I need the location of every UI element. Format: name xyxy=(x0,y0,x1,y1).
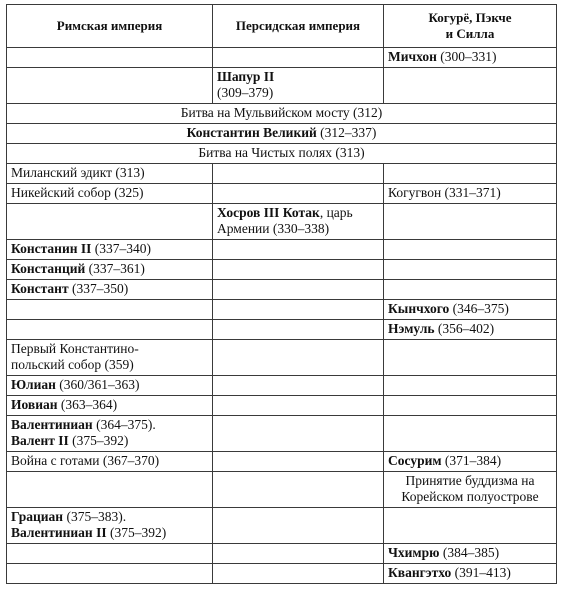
cell-text: (371–384) xyxy=(441,453,502,468)
roman-cell xyxy=(7,300,213,320)
ruler-name: Хосров III Котак xyxy=(217,205,320,220)
ruler-name: Сосурим xyxy=(388,453,442,468)
roman-cell xyxy=(7,340,213,376)
header-roman-empire xyxy=(7,5,213,48)
ruler-name: Константин Великий xyxy=(186,125,317,140)
cell-text: (337–361) xyxy=(85,261,145,276)
cell-text: Первый Константино- xyxy=(11,341,139,356)
cell-text: Персидская империя xyxy=(235,18,361,33)
table-body xyxy=(7,48,557,584)
header-korean-kingdoms xyxy=(384,5,557,48)
persian-cell xyxy=(213,396,384,416)
table-row xyxy=(7,508,557,544)
cell-text: Когурё, Пэкче xyxy=(428,10,512,25)
persian-cell xyxy=(213,300,384,320)
ruler-name: Юлиан xyxy=(11,377,56,392)
persian-cell xyxy=(213,164,384,184)
ruler-name: Мичхон xyxy=(388,49,437,64)
persian-cell xyxy=(213,68,384,104)
roman-cell xyxy=(7,184,213,204)
korean-cell xyxy=(384,320,557,340)
table-row xyxy=(7,260,557,280)
persian-cell xyxy=(213,320,384,340)
cell-text: Римская империя xyxy=(56,18,163,33)
table-row xyxy=(7,300,557,320)
cell-text: Битва на Мульвийском мосту (312) xyxy=(180,105,383,120)
ruler-name: Констанин II xyxy=(11,241,92,256)
persian-cell xyxy=(213,260,384,280)
cell-text: Армении (330–338) xyxy=(217,221,330,236)
spanning-event-cell xyxy=(7,144,557,164)
persian-cell xyxy=(213,340,384,376)
cell-text: (312–337) xyxy=(316,125,377,140)
ruler-name: Валентиниан II xyxy=(11,525,107,540)
korean-cell xyxy=(384,48,557,68)
ruler-name: Валентиниан xyxy=(11,417,93,432)
korean-cell xyxy=(384,164,557,184)
table-row xyxy=(7,376,557,396)
persian-cell xyxy=(213,240,384,260)
korean-cell xyxy=(384,340,557,376)
table-row xyxy=(7,416,557,452)
cell-text: Битва на Чистых полях (313) xyxy=(198,145,365,160)
ruler-name: Квангэтхо xyxy=(388,565,452,580)
table-row xyxy=(7,48,557,68)
cell-text: Война с готами (367–370) xyxy=(11,453,160,468)
korean-cell xyxy=(384,260,557,280)
table-row xyxy=(7,164,557,184)
persian-cell xyxy=(213,564,384,584)
roman-cell xyxy=(7,68,213,104)
korean-cell xyxy=(384,396,557,416)
persian-cell xyxy=(213,508,384,544)
roman-cell xyxy=(7,564,213,584)
korean-cell xyxy=(384,280,557,300)
header-row xyxy=(7,5,557,48)
persian-cell xyxy=(213,416,384,452)
persian-cell xyxy=(213,472,384,508)
roman-cell xyxy=(7,544,213,564)
cell-text: Когугвон (331–371) xyxy=(388,185,501,200)
roman-cell xyxy=(7,320,213,340)
cell-text: (384–385) xyxy=(439,545,500,560)
cell-text: (375–392) xyxy=(106,525,167,540)
ruler-name: Нэмуль xyxy=(388,321,435,336)
cell-text: Никейский собор (325) xyxy=(11,185,144,200)
spanning-event-cell xyxy=(7,104,557,124)
cell-text: польский собор (359) xyxy=(11,357,134,372)
roman-cell xyxy=(7,452,213,472)
korean-cell xyxy=(384,416,557,452)
korean-cell xyxy=(384,472,557,508)
korean-cell xyxy=(384,508,557,544)
persian-cell xyxy=(213,204,384,240)
persian-cell xyxy=(213,48,384,68)
roman-cell xyxy=(7,508,213,544)
cell-text: (364–375). xyxy=(92,417,156,432)
ruler-name: Констант xyxy=(11,281,69,296)
table-row xyxy=(7,204,557,240)
cell-text: (337–340) xyxy=(91,241,152,256)
roman-cell xyxy=(7,164,213,184)
korean-cell xyxy=(384,240,557,260)
cell-text: (375–392) xyxy=(68,433,129,448)
table-row xyxy=(7,472,557,508)
chronology-table xyxy=(6,4,557,584)
table-row xyxy=(7,320,557,340)
ruler-name: Грациан xyxy=(11,509,64,524)
roman-cell xyxy=(7,204,213,240)
roman-cell xyxy=(7,416,213,452)
persian-cell xyxy=(213,452,384,472)
table-row xyxy=(7,144,557,164)
persian-cell xyxy=(213,280,384,300)
ruler-name: Констанций xyxy=(11,261,86,276)
cell-text: (375–383). xyxy=(63,509,127,524)
roman-cell xyxy=(7,376,213,396)
korean-cell xyxy=(384,184,557,204)
persian-cell xyxy=(213,184,384,204)
cell-text: Миланский эдикт (313) xyxy=(11,165,145,180)
table-row xyxy=(7,104,557,124)
korean-cell xyxy=(384,452,557,472)
ruler-name: Чхимрю xyxy=(388,545,440,560)
table-row xyxy=(7,280,557,300)
roman-cell xyxy=(7,48,213,68)
roman-cell xyxy=(7,472,213,508)
korean-cell xyxy=(384,68,557,104)
cell-text: , царь xyxy=(319,205,353,220)
persian-cell xyxy=(213,376,384,396)
roman-cell xyxy=(7,260,213,280)
ruler-name: Валент II xyxy=(11,433,69,448)
roman-cell xyxy=(7,280,213,300)
cell-text: (391–413) xyxy=(451,565,511,580)
ruler-name: Шапур II xyxy=(217,69,275,84)
korean-cell xyxy=(384,564,557,584)
header-persian-empire xyxy=(213,5,384,48)
ruler-name: Кынчхого xyxy=(388,301,450,316)
table-row xyxy=(7,124,557,144)
cell-text: (346–375) xyxy=(449,301,509,316)
cell-text: (360/361–363) xyxy=(55,377,140,392)
cell-text: (356–402) xyxy=(434,321,495,336)
roman-cell xyxy=(7,396,213,416)
roman-cell xyxy=(7,240,213,260)
spanning-event-cell xyxy=(7,124,557,144)
table-row xyxy=(7,452,557,472)
table-row xyxy=(7,68,557,104)
table-row xyxy=(7,184,557,204)
korean-cell xyxy=(384,300,557,320)
cell-text: (309–379) xyxy=(217,85,274,100)
table-row xyxy=(7,544,557,564)
table-row xyxy=(7,564,557,584)
cell-text: и Силла xyxy=(445,26,495,41)
persian-cell xyxy=(213,544,384,564)
table-row xyxy=(7,396,557,416)
cell-text: (300–331) xyxy=(436,49,497,64)
ruler-name: Иовиан xyxy=(11,397,58,412)
korean-cell xyxy=(384,544,557,564)
cell-text: Принятие буддизма на xyxy=(405,473,535,488)
table-row xyxy=(7,340,557,376)
cell-text: (363–364) xyxy=(57,397,118,412)
korean-cell xyxy=(384,204,557,240)
korean-cell xyxy=(384,376,557,396)
table-row xyxy=(7,240,557,260)
cell-text: Корейском полуострове xyxy=(401,489,539,504)
cell-text: (337–350) xyxy=(68,281,129,296)
